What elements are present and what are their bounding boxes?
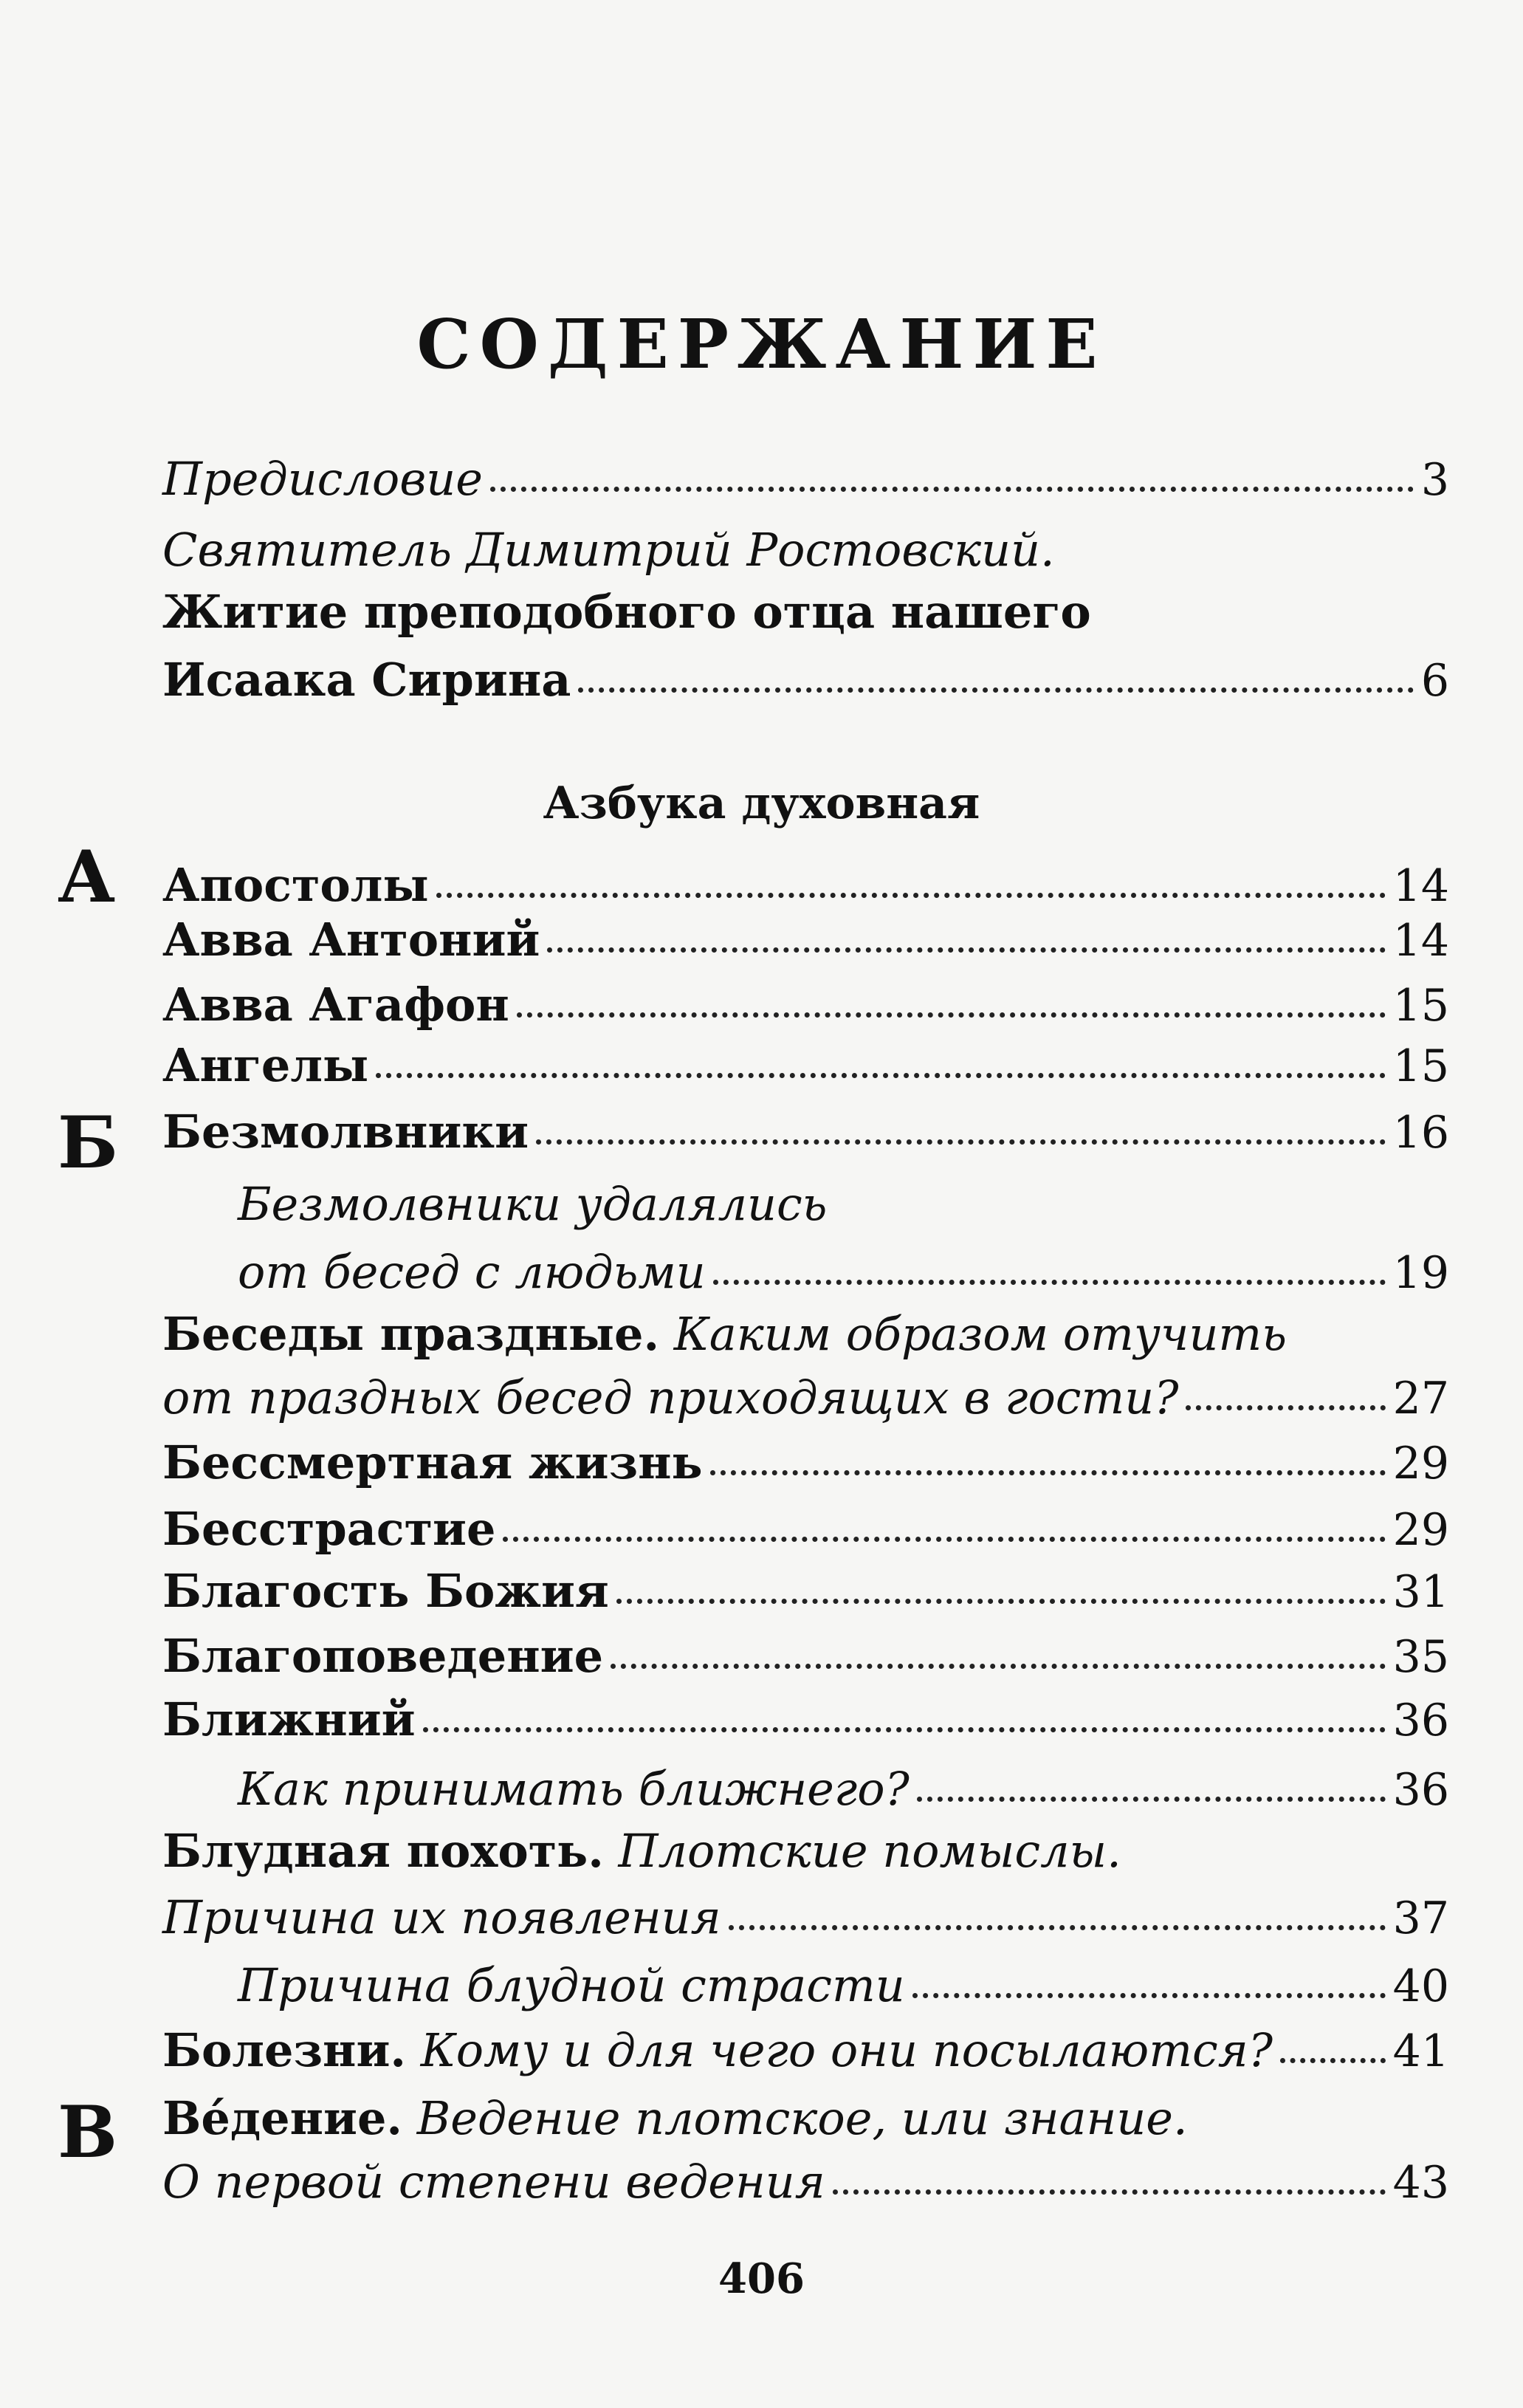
entry-subtitle: Кому и для чего они посылаются?: [406, 2023, 1273, 2077]
letter-marker-b: Б: [58, 1101, 119, 1184]
entry-heading: Апостолы: [162, 858, 429, 912]
entry-heading: Беседы праздные.: [162, 1307, 660, 1361]
page-number: 406: [718, 2254, 805, 2303]
entry-page-number: 16: [1392, 1107, 1449, 1159]
toc-entry: [238, 1177, 1449, 1231]
dot-leader: [710, 1470, 1386, 1475]
dot-leader: [376, 1073, 1385, 1078]
entry-subtitle: Плотские помыслы.: [603, 1824, 1121, 1878]
entry-page-number: 3: [1420, 454, 1449, 506]
toc-entry: [162, 585, 1449, 639]
toc-entry: [162, 1307, 1449, 1361]
toc-entry: [162, 653, 1449, 707]
dot-leader: [917, 1797, 1386, 1802]
toc-entry: [162, 1038, 1449, 1092]
toc-entry: [162, 1890, 1449, 1944]
toc-entry: [162, 978, 1449, 1032]
dot-leader: [536, 1139, 1386, 1145]
entry-page-number: 29: [1392, 1438, 1449, 1489]
toc-entry: [238, 1762, 1449, 1816]
entry-page-number: 43: [1392, 2157, 1449, 2209]
entry-subtitle: от праздных бесед приходящих в гости?: [162, 1371, 1179, 1424]
dot-leader: [1280, 2058, 1386, 2063]
toc-entry: [162, 1435, 1449, 1489]
entry-heading: Блудная похоть.: [162, 1824, 604, 1878]
entry-page-number: 14: [1392, 860, 1449, 912]
entry-page-number: 27: [1392, 1373, 1449, 1424]
toc-entry: [162, 523, 1449, 577]
entry-page-number: 14: [1392, 915, 1449, 967]
toc-entry: [162, 2023, 1449, 2077]
dot-leader: [436, 893, 1386, 898]
entry-subtitle: Безмолвники удалялись: [238, 1177, 828, 1231]
dot-leader: [578, 687, 1413, 693]
dot-leader: [423, 1727, 1386, 1732]
entry-page-number: 15: [1392, 980, 1449, 1032]
entry-subtitle: Святитель Димитрий Ростовский.: [162, 523, 1055, 577]
entry-heading: Ангелы: [162, 1038, 369, 1092]
entry-heading: Благость Божия: [162, 1564, 609, 1618]
entry-page-number: 36: [1392, 1764, 1449, 1816]
dot-leader: [503, 1537, 1385, 1542]
entry-page-number: 6: [1420, 655, 1449, 707]
toc-entry: [238, 1958, 1449, 2012]
entry-subtitle: Причина их появления: [162, 1890, 721, 1944]
entry-subtitle: Предисловие: [162, 452, 483, 506]
toc-entry: [162, 2155, 1449, 2209]
entry-heading: Ве́дение.: [162, 2091, 403, 2145]
entry-page-number: 40: [1392, 1961, 1449, 2012]
toc-entry: [162, 1371, 1449, 1424]
dot-leader: [547, 947, 1385, 953]
dot-leader: [729, 1925, 1386, 1930]
entry-heading: Авва Агафон: [162, 978, 509, 1032]
toc-entry: [162, 913, 1449, 967]
entry-page-number: 35: [1392, 1631, 1449, 1683]
entry-page-number: 29: [1392, 1504, 1449, 1556]
dot-leader: [833, 2189, 1386, 2195]
toc-entry: [162, 858, 1449, 912]
dot-leader: [517, 1012, 1386, 1018]
letter-marker-a: А: [58, 835, 116, 919]
dot-leader: [490, 487, 1414, 492]
dot-leader: [713, 1280, 1386, 1285]
toc-entry: [162, 452, 1449, 506]
dot-leader: [912, 1993, 1386, 1998]
entry-heading: Безмолвники: [162, 1105, 529, 1159]
entry-subtitle: Каким образом отучить: [659, 1307, 1287, 1361]
entry-heading: Болезни.: [162, 2023, 407, 2077]
entry-heading: Житие преподобного отца нашего: [162, 585, 1091, 639]
dot-leader: [611, 1664, 1386, 1669]
toc-entry: [162, 1824, 1449, 1878]
page-title: СОДЕРЖАНИЕ: [416, 304, 1107, 384]
toc-entry: [162, 1564, 1449, 1618]
letter-marker-v: В: [58, 2090, 118, 2174]
entry-heading: Бессмертная жизнь: [162, 1435, 703, 1489]
entry-page-number: 19: [1392, 1247, 1449, 1299]
entry-heading: Бесстрастие: [162, 1502, 496, 1556]
entry-heading: Ближний: [162, 1692, 416, 1746]
dot-leader: [616, 1599, 1386, 1604]
entry-heading: Исаака Сирина: [162, 653, 571, 707]
toc-entry: [162, 2091, 1449, 2145]
entry-page-number: 31: [1392, 1566, 1449, 1618]
toc-entry: [162, 1502, 1449, 1556]
entry-subtitle: Как принимать ближнего?: [238, 1762, 910, 1816]
toc-entry: [162, 1105, 1449, 1159]
toc-entry: [238, 1245, 1449, 1299]
entry-subtitle: О первой степени ведения: [162, 2155, 825, 2209]
entry-subtitle: от бесед с людьми: [238, 1245, 706, 1299]
dot-leader: [1186, 1405, 1385, 1410]
entry-subtitle: Ведение плотское, или знание.: [402, 2091, 1188, 2145]
entry-page-number: 41: [1392, 2025, 1449, 2077]
entry-page-number: 37: [1392, 1893, 1449, 1944]
entry-subtitle: Причина блудной страсти: [238, 1958, 905, 2012]
section-heading: Азбука духовная: [543, 778, 980, 829]
entry-heading: Благоповедение: [162, 1629, 604, 1683]
toc-entry: [162, 1629, 1449, 1683]
toc-entry: [162, 1692, 1449, 1746]
entry-heading: Авва Антоний: [162, 913, 540, 967]
entry-page-number: 36: [1392, 1695, 1449, 1746]
entry-page-number: 15: [1392, 1040, 1449, 1092]
